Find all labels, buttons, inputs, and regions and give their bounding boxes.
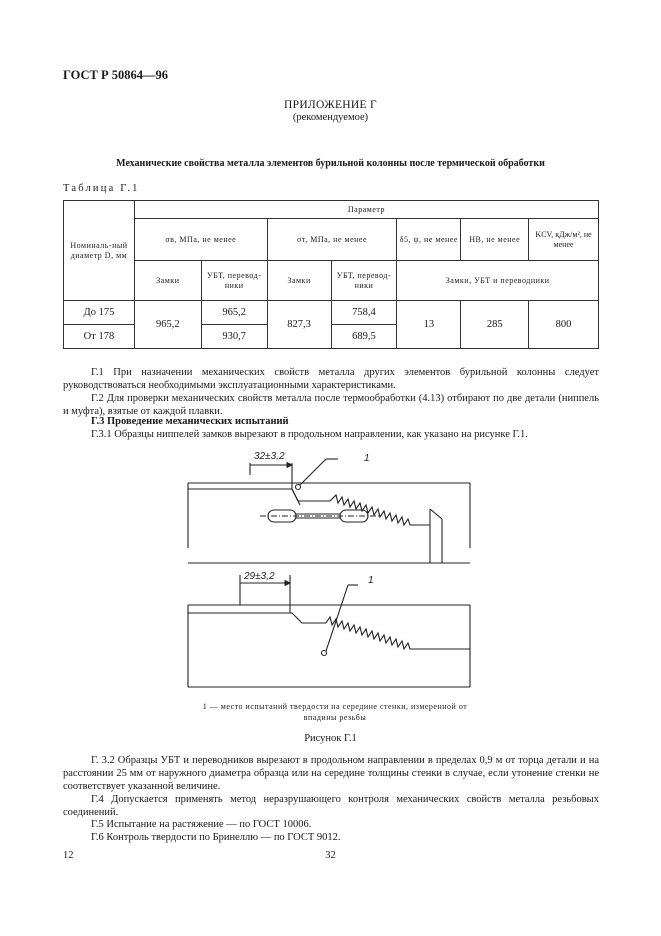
table-cell: До 175 (64, 301, 135, 325)
paragraph-g6: Г.6 Контроль твердости по Бринеллю — по ГОСТ 9012. (91, 832, 341, 843)
table-cell: 800 (529, 301, 599, 349)
paragraph-g1: Г.1 При назначении механических свойств металла других элементов бурильной колонны следует руководствоваться необходимыми эксплуатационными характеристиками. (63, 367, 599, 391)
section-heading-g3: Г.3 Проведение механических испытаний (91, 416, 289, 427)
properties-table (63, 200, 599, 349)
table-cell: 965,2 (201, 301, 267, 325)
paragraph-g4: Г.4 Допускается применять метод неразрушающего контроля механических свойств металла резьбовых соединений. (63, 794, 599, 818)
header-sigma-b: σв, МПа, не менее (134, 219, 267, 261)
appendix-subtitle: (рекомендуемое) (292, 112, 369, 123)
sub-locks: Замки (134, 261, 201, 301)
table-cell: 930,7 (201, 325, 267, 349)
paragraph-g32: Г. 3.2 Образцы УБТ и переводников вырезают в продольном направлении в пределах 0,9 м от торца детали и на расстоянии 25 мм от наружного диаметра образца или на середине толщины стенки в случае, если утонение стенки не соответствует указанной величине. (63, 755, 599, 792)
header-kcv: KCV, кДж/м², не менее (529, 219, 599, 261)
header-diameter: Номиналь-ный диаметр D, мм (64, 201, 135, 301)
paragraph-g2: Г.2 Для проверки механических свойств металла после термообработки (4.13) отбирают по две детали (ниппель и муфта), взятые от каждой плавки. (63, 393, 599, 417)
table-cell: От 178 (64, 325, 135, 349)
table-cell: 689,5 (331, 325, 397, 349)
appendix-title: ПРИЛОЖЕНИЕ Г (284, 99, 377, 111)
table-cell: 965,2 (134, 301, 201, 349)
standard-header: ГОСТ Р 50864—96 (63, 68, 169, 82)
header-parameter: Параметр (134, 201, 598, 219)
table-caption: Механические свойства металла элементов бурильной колонны после термической обработки (116, 158, 545, 169)
table-cell: 827,3 (267, 301, 331, 349)
table-cell: 285 (461, 301, 529, 349)
figure-legend: 1 — место испытаний твердости на середине стенки, измеренной от впадины резьбы (202, 702, 468, 722)
sub-all: Замки, УБТ и переводники (397, 261, 599, 301)
figure-g1 (180, 445, 480, 697)
page-number-center: 32 (325, 850, 336, 861)
figure-caption: Рисунок Г.1 (304, 733, 357, 744)
table-cell: 13 (397, 301, 461, 349)
paragraph-g5: Г.5 Испытание на растяжение — по ГОСТ 10006. (91, 819, 312, 830)
sub-ubt: УБТ, перевод-ники (201, 261, 267, 301)
paragraph-g31: Г.3.1 Образцы ниппелей замков вырезают в продольном направлении, как указано на рисунке Г.1. (91, 429, 528, 440)
table-cell: 758,4 (331, 301, 397, 325)
callout-bottom: 1 (368, 575, 374, 586)
header-hb: НВ, не менее (461, 219, 529, 261)
sub-locks: Замки (267, 261, 331, 301)
page-number-left: 12 (63, 850, 74, 861)
callout-top: 1 (364, 453, 370, 464)
dimension-top: 32±3,2 (254, 451, 285, 462)
sub-ubt: УБТ, перевод-ники (331, 261, 397, 301)
dimension-bottom: 29±3,2 (244, 571, 275, 582)
table-label: Таблица Г.1 (63, 183, 140, 194)
header-delta: δ5, ψ, не менее (397, 219, 461, 261)
header-sigma-t: σт, МПа, не менее (267, 219, 397, 261)
